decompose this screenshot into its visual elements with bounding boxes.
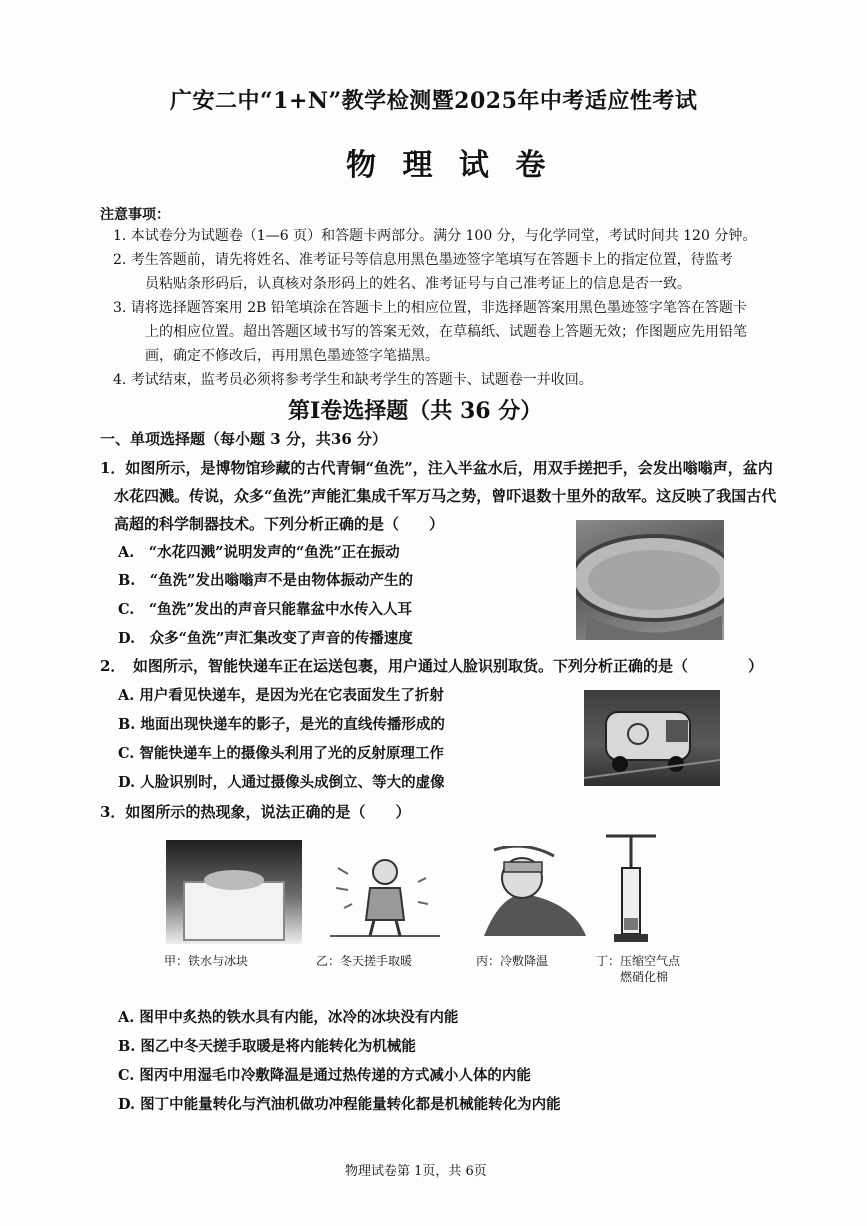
question-2: 2． 如图所示，智能快递车正在运送包裹，用户通过人脸识别取货。下列分析正确的是（ ） bbox=[100, 657, 763, 675]
fish-basin-icon bbox=[576, 520, 724, 640]
q3-option-c: C. 图丙中用湿毛巾冷敷降温是通过热传递的方式减小人体的内能 bbox=[118, 1067, 531, 1084]
delivery-car-photo bbox=[584, 690, 720, 786]
ice-block-icon bbox=[166, 840, 302, 944]
q2-option-d: D. 人脸识别时，人通过摄像头成倒立、等大的虚像 bbox=[118, 774, 445, 791]
q2-option-a: A. 用户看见快递车，是因为光在它表面发生了折射 bbox=[118, 687, 444, 704]
notice-item: 2. 考生答题前，请先将姓名、准考证号等信息用黑色墨迹签字笔填写在答题卡上的指定位置，待监考 bbox=[113, 252, 733, 268]
q3-option-d: D. 图丁中能量转化与汽油机做功冲程能量转化都是机械能转化为内能 bbox=[118, 1096, 561, 1113]
q2-option-c: C. 智能快递车上的摄像头利用了光的反射原理工作 bbox=[118, 745, 444, 762]
paper-title: 物 理 试 卷 bbox=[346, 148, 554, 183]
q2-option-b: B. 地面出现快递车的影子，是光的直线传播形成的 bbox=[118, 716, 445, 733]
exam-title: 广安二中“1+N”教学检测暨2025年中考适应性考试 bbox=[170, 88, 698, 114]
q1-option-a: A. “水花四溅”说明发声的“鱼洗”正在振动 bbox=[118, 544, 400, 561]
notice-item: 画，确定不修改后，再用黑色墨迹签字笔描黑。 bbox=[145, 348, 439, 364]
rubbing-hands-picture bbox=[330, 848, 440, 944]
notice-item: 上的相应位置。超出答题区域书写的答案无效，在草稿纸、试题卷上答题无效；作图题应先用铅笔 bbox=[145, 324, 747, 340]
q1-option-d: D. 众多“鱼洗”声汇集改变了声音的传播速度 bbox=[118, 630, 413, 647]
caption-jia: 甲：铁水与冰块 bbox=[164, 954, 249, 968]
notice-item: 1. 本试卷分为试题卷（1—6 页）和答题卡两部分。满分 100 分，与化学同堂，考试时间共 120 分钟。 bbox=[113, 228, 757, 244]
notice-item: 员粘贴条形码后，认真核对条形码上的姓名、准考证号与自己准考证上的信息是否一致。 bbox=[145, 276, 691, 292]
caption-ding-2: 燃硝化棉 bbox=[620, 970, 669, 984]
question-1-line: 高超的科学制器技术。下列分析正确的是（ ） bbox=[114, 515, 445, 533]
person-rubbing-hands-icon bbox=[330, 848, 440, 944]
q3-option-a: A. 图甲中炙热的铁水具有内能，冰冷的冰块没有内能 bbox=[118, 1009, 459, 1026]
cold-compress-picture bbox=[474, 846, 592, 944]
q1-option-b: B. “鱼洗”发出嗡嗡声不是由物体振动产生的 bbox=[118, 572, 413, 589]
q1-option-c: C. “鱼洗”发出的声音只能靠盆中水传入人耳 bbox=[118, 601, 413, 618]
iron-ice-photo bbox=[166, 840, 302, 944]
notice-heading: 注意事项： bbox=[100, 207, 170, 223]
notice-list bbox=[113, 224, 783, 392]
section-title: 第Ⅰ卷选择题（共 36 分） bbox=[288, 398, 543, 424]
caption-bing: 丙：冷敷降温 bbox=[476, 954, 549, 968]
patient-cold-compress-icon bbox=[474, 846, 592, 944]
notice-item: 4. 考试结束，监考员必须将参考学生和缺考学生的答题卡、试题卷一并收回。 bbox=[113, 372, 593, 388]
air-compression-picture bbox=[600, 828, 662, 946]
caption-ding: 丁：压缩空气点 bbox=[596, 954, 681, 968]
question-1-line: 水花四溅。传说，众多“鱼洗”声能汇集成千军万马之势，曾吓退数十里外的敌军。这反映了我国古代 bbox=[114, 487, 777, 505]
question-1-line: 1．如图所示，是博物馆珍藏的古代青铜“鱼洗”，注入半盆水后，用双手搓把手，会发出嗡嗡声，盆内 bbox=[100, 459, 773, 477]
question-3: 3．如图所示的热现象，说法正确的是（ ） bbox=[100, 803, 411, 821]
q3-option-b: B. 图乙中冬天搓手取暖是将内能转化为机械能 bbox=[118, 1038, 416, 1055]
notice-item: 3. 请将选择题答案用 2B 铅笔填涂在答题卡上的相应位置，非选择题答案用黑色墨迹签字笔答在答题卡 bbox=[113, 300, 747, 316]
page-footer: 物理试卷第 1页，共 6页 bbox=[345, 1164, 487, 1179]
piston-cylinder-icon bbox=[600, 828, 662, 946]
fish-basin-photo bbox=[576, 520, 724, 640]
caption-yi: 乙：冬天搓手取暖 bbox=[316, 954, 413, 968]
section-subtitle: 一、单项选择题（每小题 3 分，共36 分） bbox=[100, 430, 387, 448]
delivery-car-icon bbox=[584, 690, 720, 786]
